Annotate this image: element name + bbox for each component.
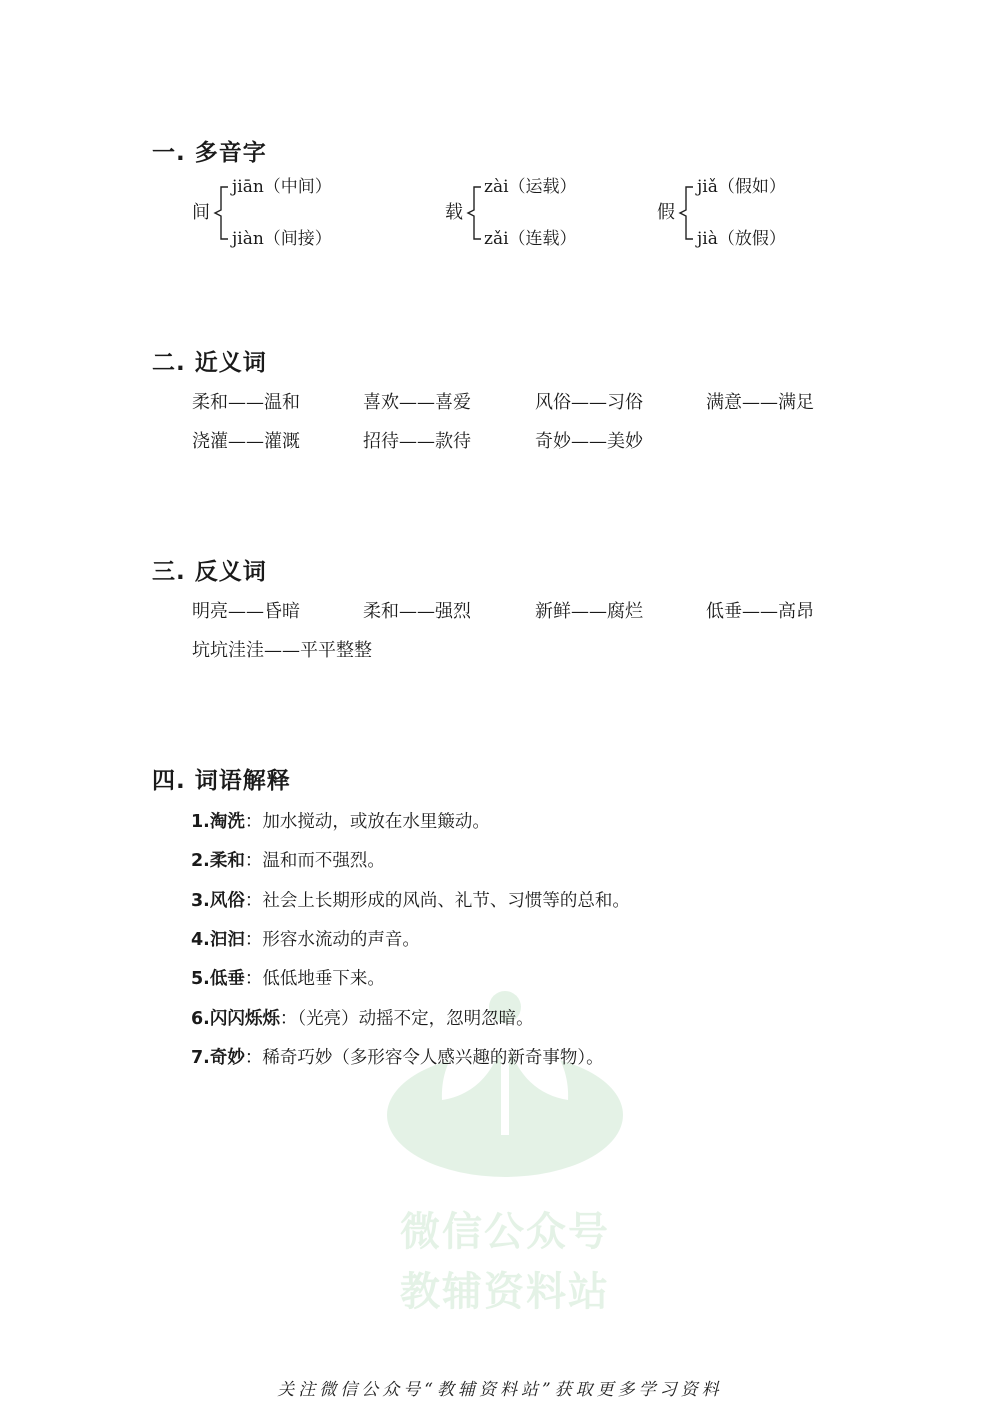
section-title-synonyms: 二. 近义词 xyxy=(152,350,267,376)
watermark-line-1: 微信公众号 xyxy=(400,1209,610,1255)
definition-text: ：稀奇巧妙（多形容令人感兴趣的新奇事物）。 xyxy=(244,1048,604,1068)
synonym-pair: 浇灌——灌溉 xyxy=(192,431,300,452)
synonym-pair: 奇妙——美妙 xyxy=(535,431,643,452)
watermark xyxy=(370,985,640,1315)
definition-text: ：低低地垂下来。 xyxy=(244,969,385,989)
definition-item xyxy=(191,889,630,913)
brace-icon xyxy=(465,185,483,241)
poly-char: 假 xyxy=(657,202,675,223)
poly-char: 载 xyxy=(445,202,463,223)
antonym-pair: 新鲜——腐烂 xyxy=(535,601,643,622)
definition-number: 2. xyxy=(191,851,210,871)
definition-item xyxy=(191,967,385,991)
antonym-pair: 坑坑洼洼——平平整整 xyxy=(192,640,372,661)
definition-number: 3. xyxy=(191,891,210,911)
section-title-polyphonic: 一. 多音字 xyxy=(152,140,267,166)
poly-reading: jiàn（间接） xyxy=(232,229,332,249)
brace-icon xyxy=(212,185,230,241)
watermark-line-2: 教辅资料站 xyxy=(400,1269,610,1315)
definition-item xyxy=(191,849,385,873)
footer-note: 关注微信公众号“教辅资料站”获取更多学习资料 xyxy=(277,1380,723,1400)
definition-item xyxy=(191,810,490,834)
definition-term: 闪闪烁烁 xyxy=(209,1009,280,1029)
definition-item xyxy=(191,1007,534,1031)
definition-term: 柔和 xyxy=(209,851,245,871)
definition-number: 7. xyxy=(191,1048,210,1068)
definition-number: 6. xyxy=(191,1009,210,1029)
definition-text: ：温和而不强烈。 xyxy=(244,851,385,871)
definition-text: ：加水搅动，或放在水里簸动。 xyxy=(244,812,490,832)
antonym-pair: 低垂——高昂 xyxy=(706,601,814,622)
definition-number: 5. xyxy=(191,969,210,989)
definition-term: 风俗 xyxy=(209,891,245,911)
definition-item xyxy=(191,1046,604,1070)
synonym-pair: 招待——款待 xyxy=(363,431,471,452)
brace-icon xyxy=(677,185,695,241)
synonym-pair: 喜欢——喜爱 xyxy=(363,392,471,413)
antonym-pair: 明亮——昏暗 xyxy=(192,601,300,622)
definition-text: ：（光亮）动摇不定，忽明忽暗。 xyxy=(279,1009,534,1029)
poly-reading: jiǎ（假如） xyxy=(697,177,786,197)
definition-term: 淘洗 xyxy=(209,812,245,832)
synonym-pair: 满意——满足 xyxy=(706,392,814,413)
definition-text: ：社会上长期形成的风尚、礼节、习惯等的总和。 xyxy=(244,891,630,911)
definition-term: 汩汩 xyxy=(209,930,245,950)
poly-reading: jiān（中间） xyxy=(232,177,332,197)
definition-number: 1. xyxy=(191,812,210,832)
synonym-pair: 柔和——温和 xyxy=(192,392,300,413)
definition-text: ：形容水流动的声音。 xyxy=(244,930,420,950)
section-title-definitions: 四. 词语解释 xyxy=(152,768,291,794)
definition-item xyxy=(191,928,420,952)
antonym-pair: 柔和——强烈 xyxy=(363,601,471,622)
section-title-antonyms: 三. 反义词 xyxy=(152,559,267,585)
poly-reading: zǎi（连载） xyxy=(484,229,577,249)
definition-term: 奇妙 xyxy=(209,1048,245,1068)
definition-term: 低垂 xyxy=(209,969,245,989)
poly-reading: jià（放假） xyxy=(697,229,786,249)
definition-number: 4. xyxy=(191,930,210,950)
poly-reading: zài（运载） xyxy=(484,177,577,197)
poly-char: 间 xyxy=(192,202,210,223)
synonym-pair: 风俗——习俗 xyxy=(535,392,643,413)
